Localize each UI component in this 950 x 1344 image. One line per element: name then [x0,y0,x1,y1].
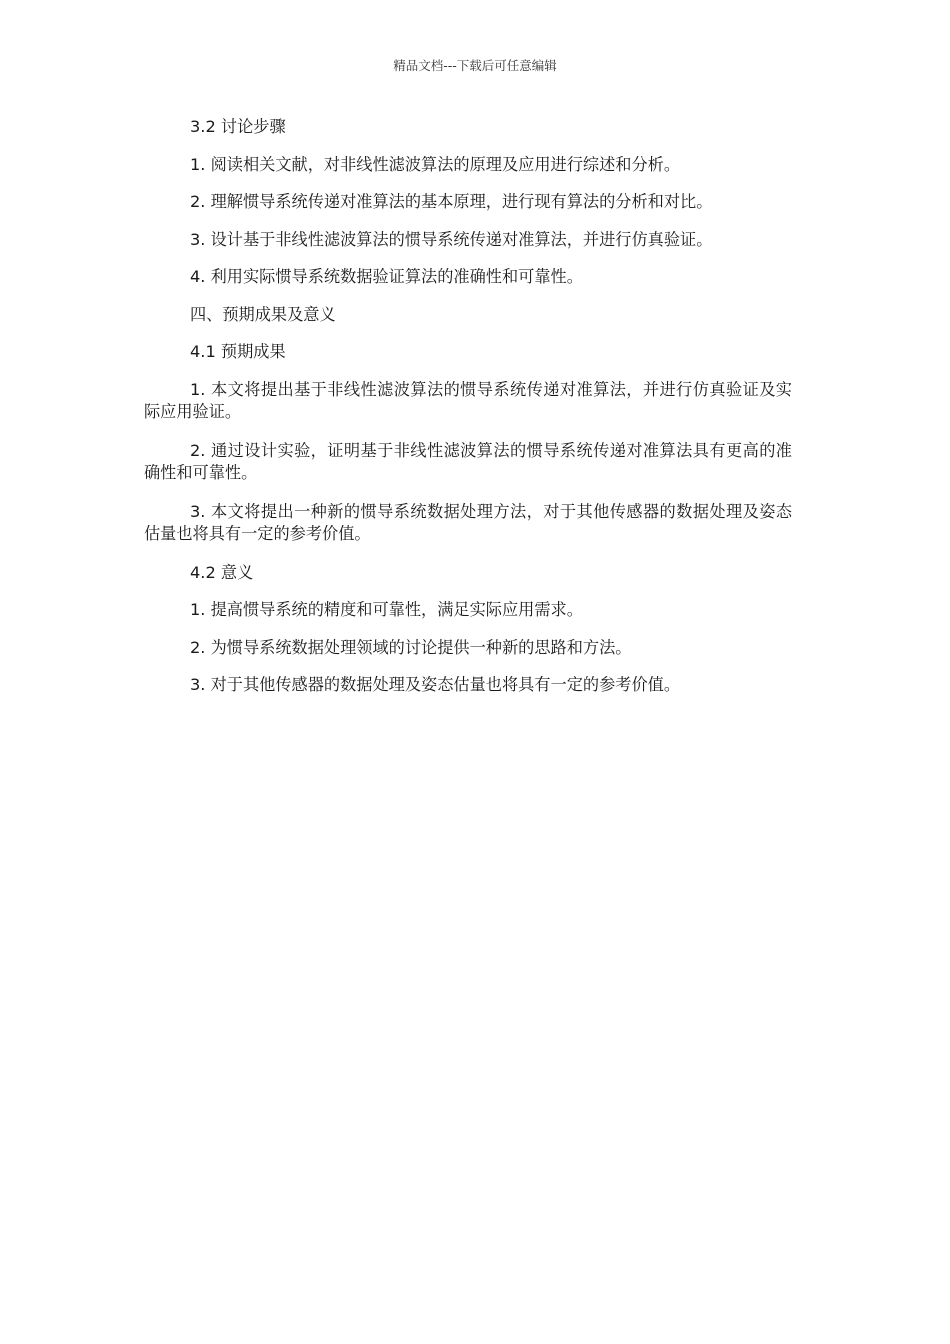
step-2: 2. 理解惯导系统传递对准算法的基本原理，进行现有算法的分析和对比。 [190,192,713,211]
significance-2: 2. 为惯导系统数据处理领域的讨论提供一种新的思路和方法。 [190,637,632,657]
section-heading-4: 四、预期成果及意义 [190,304,336,324]
significance-1: 1. 提高惯导系统的精度和可靠性，满足实际应用需求。 [190,600,583,619]
expected-result-1: 1. 本文将提出基于非线性滤波算法的惯导系统传递对准算法，并进行仿真验证及实际应用验证。 [144,379,792,421]
expected-result-3: 3. 本文将提出一种新的惯导系统数据处理方法，对于其他传感器的数据处理及姿态估量也将具有一定的参考价值。 [144,501,792,543]
expected-result-2: 2. 通过设计实验，证明基于非线性滤波算法的惯导系统传递对准算法具有更高的准确性和可靠性。 [144,440,792,482]
step-3: 3. 设计基于非线性滤波算法的惯导系统传递对准算法，并进行仿真验证。 [190,229,713,249]
page-header: 精品文档---下载后可任意编辑 [393,58,557,73]
document-body [144,116,792,712]
section-heading-4-1: 4.1 预期成果 [190,342,286,361]
section-heading-3-2: 3.2 讨论步骤 [190,117,286,136]
section-heading-4-2: 4.2 意义 [190,562,254,582]
step-4: 4. 利用实际惯导系统数据验证算法的准确性和可靠性。 [190,267,583,286]
step-1: 1. 阅读相关文献，对非线性滤波算法的原理及应用进行综述和分析。 [190,154,681,174]
significance-3: 3. 对于其他传感器的数据处理及姿态估量也将具有一定的参考价值。 [190,675,681,694]
